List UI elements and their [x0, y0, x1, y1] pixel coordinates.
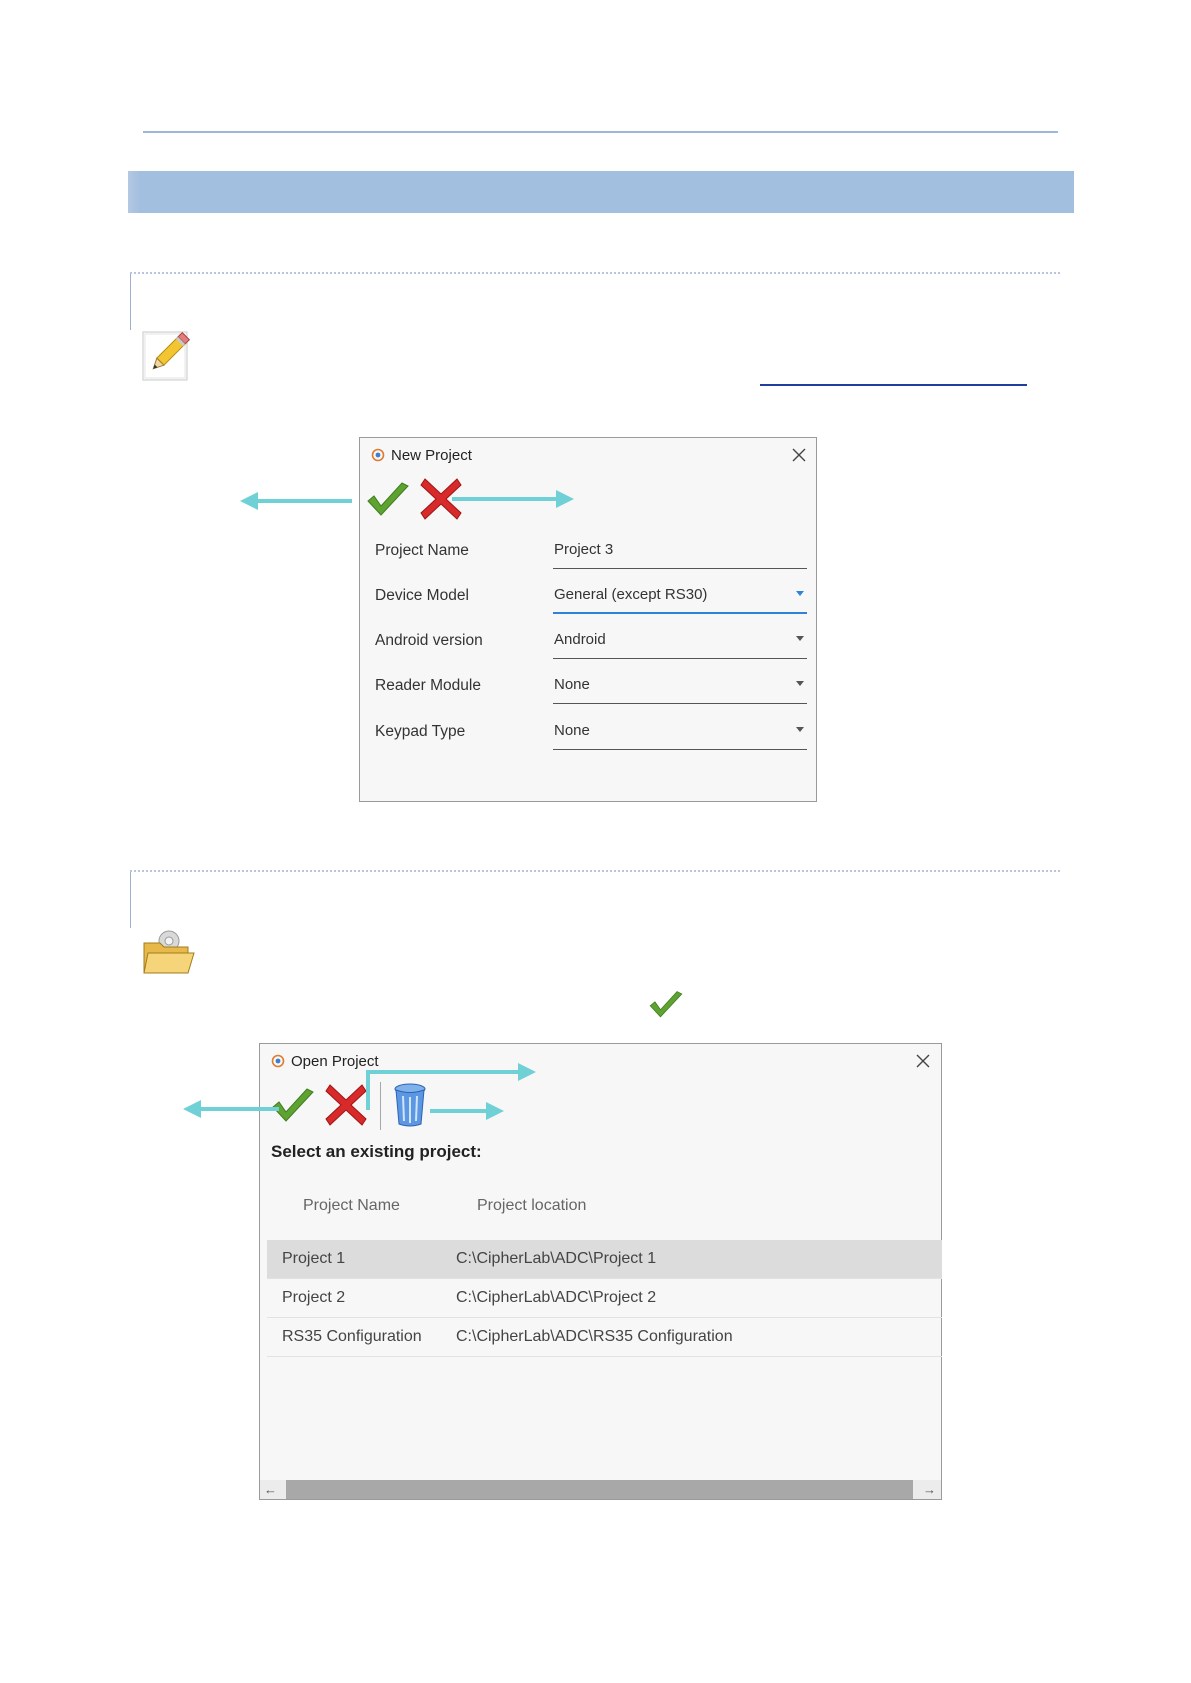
field-value: None	[554, 676, 590, 693]
section-banner	[128, 171, 1074, 213]
field-label: Android version	[375, 632, 483, 649]
app-icon	[371, 448, 385, 462]
field-label: Project Name	[375, 542, 469, 559]
open-folder-icon	[142, 927, 196, 977]
row-location: C:\CipherLab\ADC\Project 2	[456, 1289, 657, 1306]
app-icon	[271, 1054, 285, 1068]
android-version-dropdown[interactable]	[553, 631, 807, 659]
callout-arrow-left	[183, 1096, 283, 1122]
project-name-input[interactable]	[553, 541, 807, 569]
field-label: Device Model	[375, 587, 469, 604]
section-margin-line	[130, 872, 131, 928]
chevron-down-icon	[796, 636, 804, 641]
keypad-type-dropdown[interactable]	[553, 722, 807, 750]
chevron-down-icon	[796, 591, 804, 596]
row-name: RS35 Configuration	[282, 1328, 422, 1345]
field-value: Android	[554, 631, 606, 648]
field-value: General (except RS30)	[554, 586, 708, 603]
dialog-titlebar	[360, 438, 816, 472]
scrollbar-thumb[interactable]	[286, 1480, 913, 1499]
field-value: Project 3	[554, 541, 614, 558]
scroll-right-icon[interactable]: →	[923, 1482, 936, 1497]
close-icon[interactable]	[916, 1052, 930, 1073]
table-row[interactable]	[267, 1240, 942, 1279]
callout-arrow-left	[240, 488, 360, 514]
callout-arrow-right	[430, 1098, 506, 1124]
section-divider	[130, 272, 1060, 274]
pencil-note-icon	[142, 330, 190, 382]
table-row[interactable]	[267, 1318, 942, 1357]
reader-module-dropdown[interactable]	[553, 676, 807, 704]
field-label: Reader Module	[375, 677, 481, 694]
callout-arrow-right	[452, 486, 576, 512]
scroll-left-icon[interactable]: ←	[264, 1482, 277, 1497]
horizontal-scrollbar[interactable]	[260, 1480, 941, 1499]
new-project-dialog	[359, 437, 817, 802]
field-label: Keypad Type	[375, 723, 466, 740]
dialog-title: Open Project	[291, 1052, 379, 1070]
dialog-title: New Project	[391, 446, 472, 464]
device-model-dropdown[interactable]	[553, 586, 807, 614]
close-icon[interactable]	[792, 446, 806, 467]
section-margin-line	[130, 274, 131, 330]
table-row[interactable]	[267, 1279, 942, 1318]
link-underline[interactable]	[760, 384, 1027, 386]
header-rule	[143, 131, 1058, 133]
column-header-name[interactable]: Project Name	[303, 1197, 400, 1214]
row-location: C:\CipherLab\ADC\Project 1	[456, 1250, 657, 1267]
chevron-down-icon	[796, 681, 804, 686]
row-name: Project 1	[282, 1250, 346, 1267]
section-divider	[130, 870, 1060, 872]
row-name: Project 2	[282, 1289, 346, 1306]
row-location: C:\CipherLab\ADC\RS35 Configuration	[456, 1328, 733, 1345]
checkmark-icon	[648, 990, 684, 1020]
field-value: None	[554, 722, 590, 739]
column-header-location[interactable]: Project location	[477, 1197, 587, 1214]
dialog-prompt: Select an existing project:	[271, 1142, 482, 1161]
checkmark-icon[interactable]	[366, 481, 410, 519]
chevron-down-icon	[796, 727, 804, 732]
